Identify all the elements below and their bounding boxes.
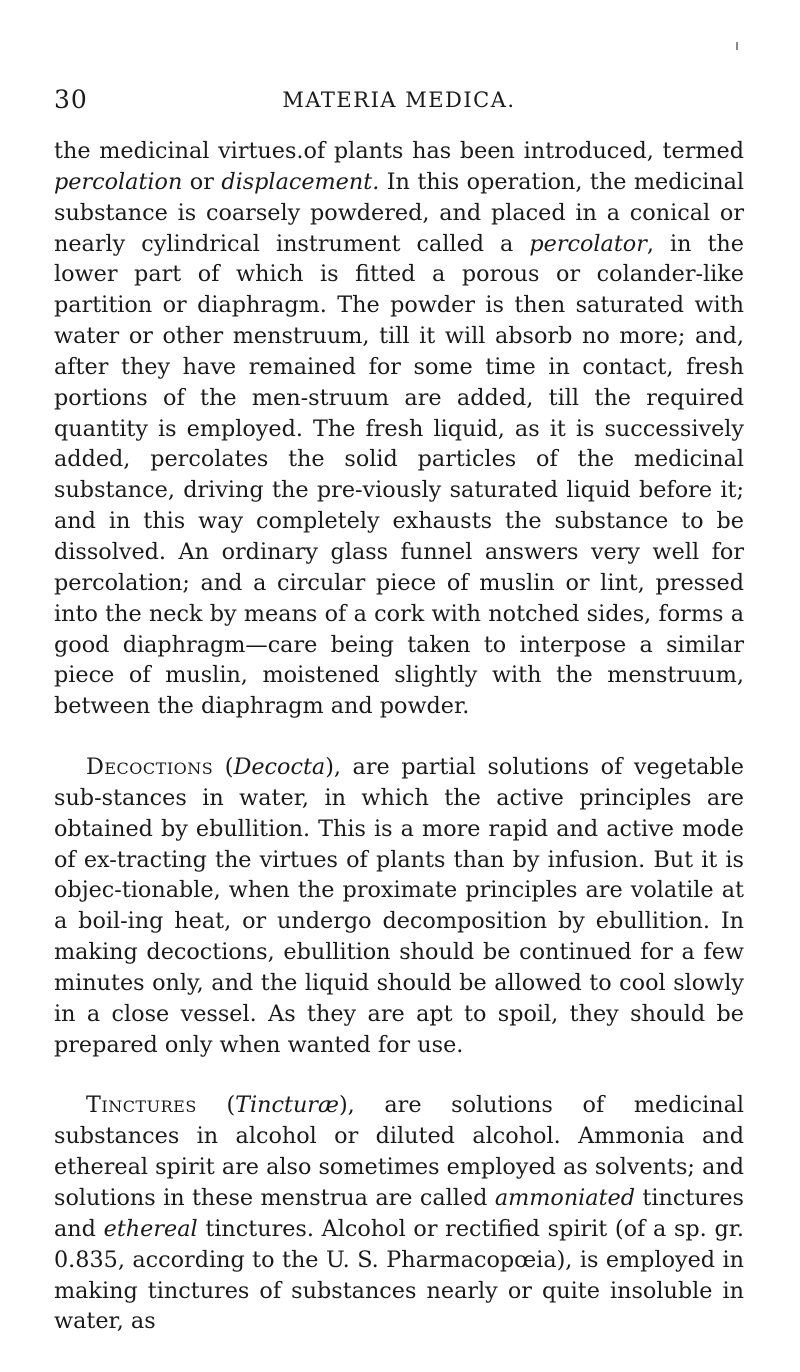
page-mark: [736, 42, 738, 50]
text-run: (: [213, 754, 234, 781]
text-run: ), are partial solutions of vegetable sub-stances in water, in which the active principles are obtained by ebullition. This is a more rapid and active mode of ex-tracting the virtues of plants than by infusion. But it is objec-tionable, when the proximate principles are volatile at a boil-ing heat, or undergo decomposition by ebullition. In making decoctions, ebullition should be continued for a few minutes only, and the liquid should be allowed to cool slowly in a close vessel. As they are apt to spoil, they should be prepared only when wanted for use.: [54, 754, 744, 1058]
italic-term: Tincturæ: [235, 1092, 339, 1119]
italic-term: percolator: [529, 230, 647, 257]
section-term: Tinctures: [86, 1092, 197, 1119]
text-run: tinctures. Alcohol or rectified spirit (of a sp. gr. 0.835, according to the U. S. Pharmacopœia), is employed in making tinctures of substances nearly or quite insoluble in water, as: [54, 1215, 745, 1335]
text-run: or: [182, 168, 222, 195]
italic-term: percolation: [54, 168, 183, 195]
text-run: the medicinal virtues.of plants has been introduced, termed: [54, 138, 744, 164]
text-run: ), are solutions of medicinal substances in alcohol or diluted alcohol. Ammonia and ethereal spirit are also sometimes employed as solvents; and solutions in these menstrua are called: [54, 1092, 744, 1211]
page-number: 30: [54, 85, 88, 114]
paragraph-decoctions: [54, 752, 744, 1060]
italic-term: ammoniated: [494, 1185, 636, 1211]
text-run: (: [196, 1092, 236, 1119]
running-head: MATERIA MEDICA.: [282, 88, 516, 112]
italic-term: Decocta: [233, 754, 326, 781]
body-text: [54, 136, 744, 1337]
paragraph-percolation: [54, 136, 744, 722]
italic-term: displacement.: [221, 168, 380, 195]
paragraph-tinctures: [54, 1090, 744, 1337]
text-run: tinctures and: [54, 1185, 744, 1242]
section-term: Decoctions: [86, 754, 214, 781]
page-header: [54, 85, 744, 115]
text-run: , in the lower part of which is fitted a porous or colander-like partition or diaphragm. The powder is then saturated with water or other menstruum, till it will absorb no more; and, after they have remained for some time in contact, fresh portions of the men-struum are added, till the required quantity is employed. The fresh liquid, as it is successively added, percolates the solid particles of the medicinal substance, driving the pre-viously saturated liquid before it; and in this way completely exhausts the substance to be dissolved. An ordinary glass funnel answers very well for percolation; and a circular piece of muslin or lint, pressed into the neck by means of a cork with notched sides, forms a good diaphragm—care being taken to interpose a similar piece of muslin, moistened slightly with the menstruum, between the diaphragm and powder.: [54, 230, 744, 720]
italic-term: ethereal: [103, 1215, 198, 1242]
text-run: In this operation, the medicinal substance is coarsely powdered, and placed in a conical or nearly cylindrical instrument called a: [54, 168, 745, 257]
